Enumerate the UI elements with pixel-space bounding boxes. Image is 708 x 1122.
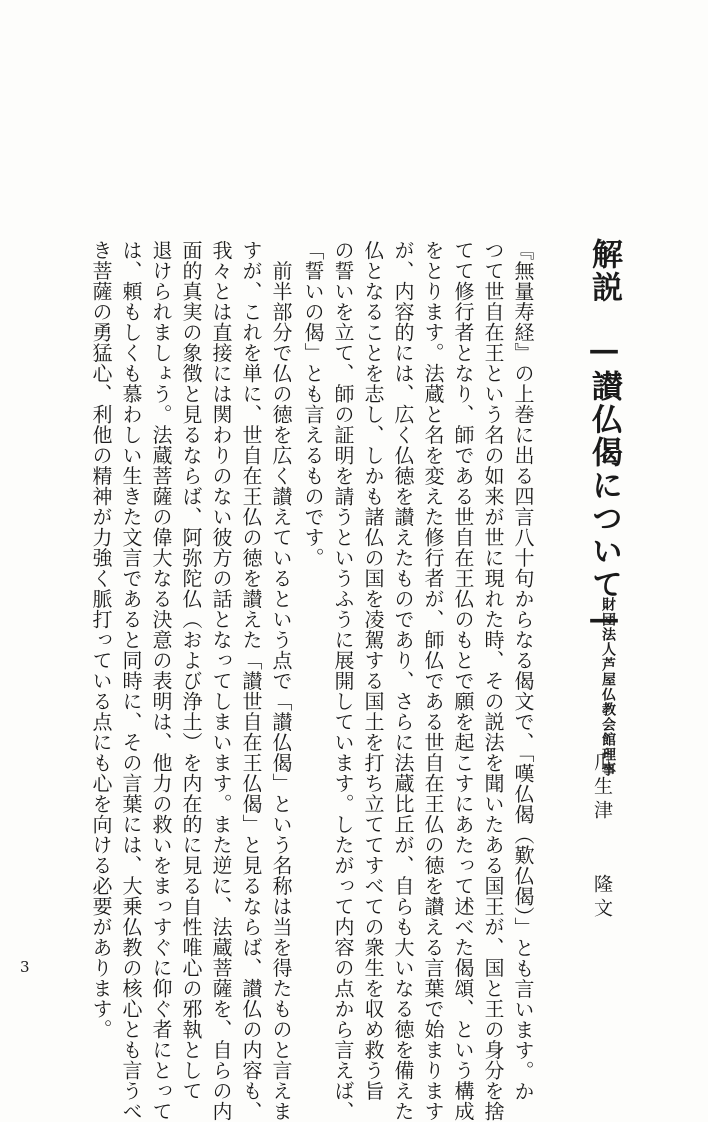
body-column: 退けられましょう。法蔵菩薩の偉大なる決意の表明は、他力の救いをまっすぐに仰ぐ者にとって	[149, 240, 173, 1122]
body-column: 仏となることを志し、しかも諸仏の国を凌駕する国土を打ち立ててすべての衆生を収め救う旨	[361, 240, 385, 1101]
body-column: 「誓いの偈」とも言えるものです。	[301, 240, 325, 568]
body-column: 面的真実の象徴と見るならば、阿弥陀仏（および浄土）を内在的に見る自性唯心の邪執として	[179, 240, 203, 1101]
title-main: 解説	[586, 238, 622, 304]
author-affiliation: 財団法人芦屋仏教会館理事	[600, 597, 616, 777]
body-column: てて修行者となり、師である世自在王仏のもとで願を起こすにあたって述べた偈頌、という構成	[451, 240, 475, 1122]
body-column: は、頼もしくも慕わしい生きた文言であると同時に、その言葉には、大乗仏教の核心とも言うべ	[119, 240, 143, 1122]
author-name	[590, 752, 616, 922]
body-column: の誓いを立て、師の証明を請うというふうに展開しています。したがって内容の点から言えば、	[331, 240, 355, 1122]
body-column: すが、これを単に、世自在王仏の徳を讃えた「讃世自在王仏偈」と見るならば、讃仏の内容も、	[239, 240, 263, 1122]
body-column: つて世自在王という名の如来が世に現れた時、その説法を聞いたある国王が、国と王の身分を捨	[481, 240, 505, 1122]
body-column: をとります。法蔵と名を変えた修行者が、師仏である世自在王仏の徳を讃える言葉で始まります	[421, 240, 445, 1122]
body-column: き菩薩の勇猛心、利他の精神が力強く脈打っている点にも心を向ける必要があります。	[89, 240, 113, 1040]
title-sub: —讃仏偈について—	[586, 332, 622, 639]
body-column: 我々とは直接には関わりのない彼方の話となってしまいます。また逆に、法蔵菩薩を、自らの内	[209, 240, 233, 1122]
article-title	[583, 238, 627, 639]
author-family-name: 瓜生津	[591, 752, 613, 824]
body-column: 前半部分で仏の徳を広く讃えているという点で「讃仏偈」という名称は当を得たものと言えま	[269, 240, 293, 1122]
body-column: が、内容的には、広く仏徳を讃えたものであり、さらに法蔵比丘が、自らも大いなる徳を備えた	[391, 240, 415, 1122]
page-number: 3	[20, 958, 30, 976]
body-column: 『無量寿経』の上巻に出る四言八十句からなる偈文で、「嘆仏偈（歎仏偈）」とも言います。か	[511, 240, 535, 1102]
author-given-name: 隆文	[591, 874, 613, 922]
